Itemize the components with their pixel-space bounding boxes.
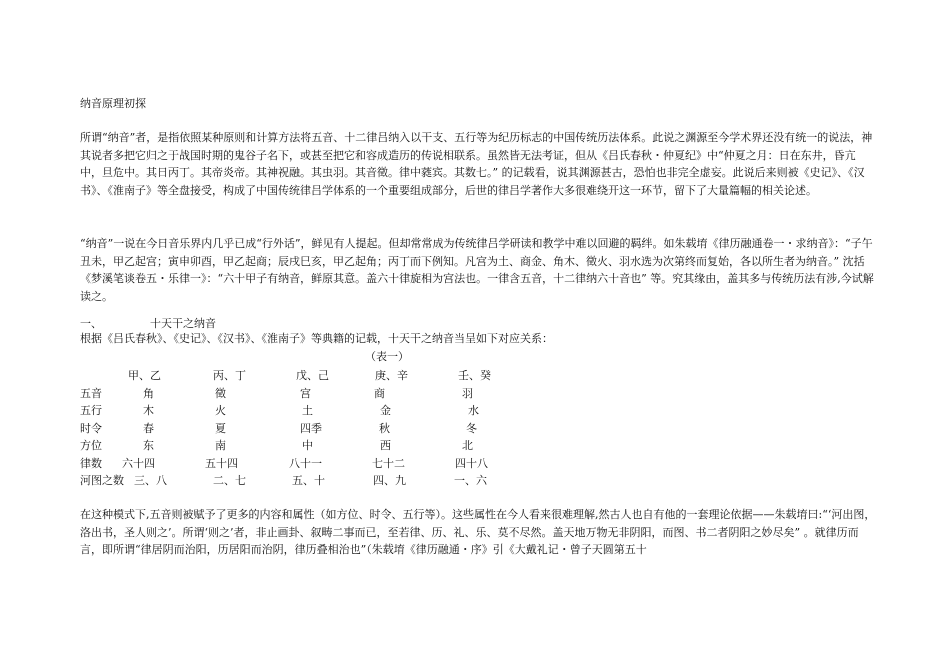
table-cell: 冬 [466,421,477,435]
section-intro: 根据《吕氏春秋》、《史记》、《汉书》、《淮南子》等典籍的记载，十天干之纳音当呈如下对应关系： [80,332,553,345]
table-cell: 水 [468,404,479,417]
table-cell: 五、十 [292,474,325,487]
table-cell: 南 [215,439,226,452]
table-row [80,420,560,438]
paragraph-3-text: 在这种模式下,五音则被赋予了更多的内容和属性（如方位、时令、五行等）。这些属性在今人看来很难理解,然古人也自有他的一套理论依据——朱载堉曰:“‘河出图，洛出书，圣人则之’。所谓‘则之’者，非止画卦、叙畴二事而已，至若律、历、礼、乐、莫不尽然。盖天地万物无非阴阳，而图、书二者阴阳之妙尽矣” 。就律历而言，即所谓“律居阴而治阳，历居阳而治阴，律历叠相治也”（朱载堉《律历融通・序》引《大戴礼记・曾子天圆第五十 [80,508,876,556]
section-title: 十天干之纳音 [150,317,216,330]
table-row [80,437,560,455]
table-cell: 四十八 [455,456,488,470]
table-cell: 商 [374,386,385,400]
table-header-cell: 壬、癸 [458,369,491,382]
table-row-label: 律数 [80,456,102,470]
table-header-cell: 庚、辛 [375,369,408,382]
table-header-row [80,367,560,385]
table-cell: 中 [302,439,313,452]
table-cell: 秋 [379,421,390,435]
table-row [80,402,560,420]
table-cell: 五十四 [205,456,238,470]
section-number: 一、 [80,317,102,330]
paragraph-3 [80,506,876,559]
table-cell: 七十二 [372,456,405,470]
table-header-cell: 甲、乙 [128,369,161,382]
table-cell: 六十四 [122,456,155,470]
section-heading [80,316,216,332]
table-cell: 二、七 [213,474,246,487]
table-cell: 四、九 [373,474,406,487]
paragraph-2-text: “纳音”一说在今日音乐界内几乎已成“行外话”，鲜见有人提起。但却常常成为传统律吕学研读和教学中难以回避的羁绊。如朱载堉《律历融通卷一・求纳音》：“子午丑未，甲乙起宫；寅申卯酉，甲乙起商；辰戌巳亥，甲乙起角；丙丁而下例知。凡宫为土、商金、角木、徵火、羽水选为次第终而复始，各以所生者为纳音。” 沈括《梦溪笔谈卷五・乐律一》：“六十甲子有纳音，鲜原其意。盖六十律旋相为宫法也。一律含五音，十二律纳六十音也” 等。究其缘由，盖其多与传统历法有涉,今试解读之。 [80,237,874,303]
table-cell: 八十一 [289,456,322,470]
table-header-cell: 丙、丁 [213,369,246,382]
table-row-label: 五音 [80,386,102,400]
table-cell: 北 [462,439,473,452]
table-cell: 三、八 [134,474,167,487]
table-cell: 徵 [215,386,226,400]
table-caption: （表一） [365,350,409,363]
paragraph-2 [80,235,876,305]
table-cell: 木 [143,404,154,417]
table-row-label: 五行 [80,404,102,417]
table-cell: 羽 [462,386,473,400]
correspondence-table [80,367,560,490]
table-cell: 火 [215,404,226,417]
table-cell: 西 [380,439,391,452]
table-row-label: 时令 [80,421,102,435]
table-row [80,472,560,490]
table-row-label: 河图之数 [80,474,124,487]
document-title: 纳音原理初探 [80,97,146,110]
table-cell: 夏 [215,421,226,435]
table-cell: 四季 [300,421,322,435]
table-cell: 宫 [300,386,311,400]
paragraph-1-text: 所谓“纳音”者，是指依照某种原则和计算方法将五音、十二律吕纳入以干支、五行等为纪历标志的中国传统历法体系。此说之渊源至今学术界还没有统一的说法，神其说者多把它归之于战国时期的鬼谷子名下，或甚至把它和容成造历的传说相联系。虽然皆无法考证，但从《吕氏春秋・仲夏纪》中“仲夏之月：日在东井，昏亢中，旦危中。其日丙丁。其帝炎帝。其神祝融。其虫羽。其音徵。律中蕤宾。其数七。” 的记载看，说其渊源甚古，恐怕也非完全虚妄。此说后来则被《史记》、《汉书》、《淮南子》等全盘接受，构成了中国传统律吕学体系的一个重要组成部分，后世的律吕学著作大多很难绕开这一环节，留下了大量篇幅的相关论述。 [80,131,873,197]
table-cell: 角 [143,386,154,400]
table-row [80,385,560,403]
table-cell: 春 [143,421,154,435]
table-row-label: 方位 [80,439,102,452]
table-header-cell: 戊、己 [296,369,329,382]
table-cell: 土 [302,404,313,417]
table-cell: 一、六 [454,474,487,487]
table-row [80,455,560,473]
table-cell: 东 [143,439,154,452]
table-cell: 金 [380,404,391,417]
paragraph-1 [80,129,876,199]
